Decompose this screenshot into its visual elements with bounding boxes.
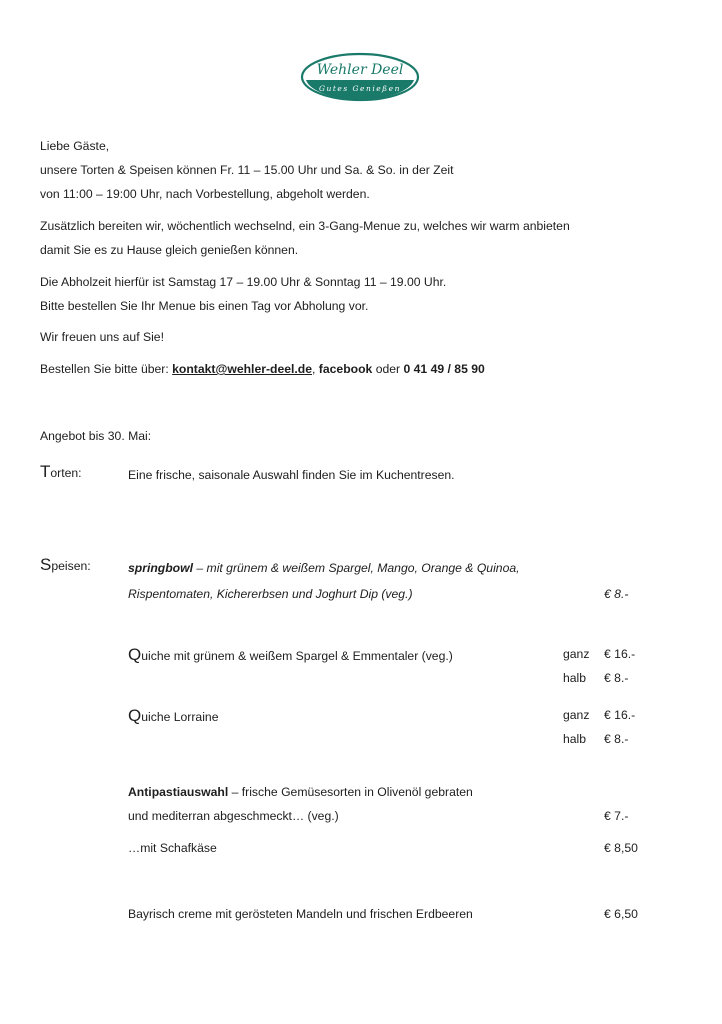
springbowl-name: springbowl xyxy=(128,561,193,575)
quiche-spargel-price-1: € 16.- xyxy=(604,647,636,661)
facebook-link[interactable]: facebook xyxy=(318,362,373,376)
wehler-deel-logo xyxy=(300,52,420,102)
speisen-label xyxy=(40,555,91,575)
quiche-spargel-size-2: halb xyxy=(563,671,587,685)
quiche-lorraine xyxy=(128,706,218,726)
quiche-spargel-price-2: € 8.- xyxy=(604,671,629,685)
quiche-lorraine-size-1: ganz xyxy=(563,708,590,722)
pickup-line-1: Die Abholzeit hierfür ist Samstag 17 – 19.00 Uhr & Sonntag 11 – 19.00 Uhr. xyxy=(40,275,447,289)
quiche-lorraine-price-2: € 8.- xyxy=(604,732,629,746)
torten-label xyxy=(40,462,82,482)
antipasti-line-1 xyxy=(128,785,473,799)
antipasti-extra-price: € 8,50 xyxy=(604,841,638,855)
logo-name: Wehler Deel xyxy=(316,62,404,78)
email-link[interactable]: kontakt@wehler-deel.de xyxy=(172,362,313,376)
quiche-spargel xyxy=(128,645,453,665)
speisen-label-rest: peisen: xyxy=(51,559,91,573)
antipasti-name: Antipastiauswahl xyxy=(128,785,229,799)
dessert-text: Bayrisch creme mit gerösteten Mandeln und frischen Erdbeeren xyxy=(128,907,473,921)
springbowl-desc-2: Rispentomaten, Kichererbsen und Joghurt Dip (veg.) xyxy=(128,587,413,601)
closing-line: Wir freuen uns auf Sie! xyxy=(40,330,164,344)
quiche-lorraine-size-2: halb xyxy=(563,732,587,746)
springbowl-line-1 xyxy=(128,561,520,575)
order-oder: oder xyxy=(372,362,404,376)
order-prefix: Bestellen Sie bitte über: xyxy=(40,362,173,376)
logo-tagline: Gutes Genießen xyxy=(319,84,401,93)
springbowl-price: € 8.- xyxy=(604,587,629,601)
quiche-lorraine-price-1: € 16.- xyxy=(604,708,636,722)
antipasti-price: € 7.- xyxy=(604,809,629,823)
offer-title: Angebot bis 30. Mai: xyxy=(40,429,152,443)
menu-info-line-2: damit Sie es zu Hause gleich genießen können. xyxy=(40,243,299,257)
torten-text: Eine frische, saisonale Auswahl finden Sie im Kuchentresen. xyxy=(128,468,455,482)
intro-line-1: unsere Torten & Speisen können Fr. 11 – 15.00 Uhr und Sa. & So. in der Zeit xyxy=(40,163,454,177)
quiche-spargel-size-1: ganz xyxy=(563,647,590,661)
springbowl-desc-1: – mit grünem & weißem Spargel, Mango, Orange & Quinoa, xyxy=(193,561,520,575)
quiche-spargel-cap: Q xyxy=(128,645,142,664)
greeting: Liebe Gäste, xyxy=(40,139,110,153)
order-sep: , xyxy=(312,362,319,376)
order-line xyxy=(40,362,485,376)
phone-number: 0 41 49 / 85 90 xyxy=(403,362,485,376)
intro-line-2: von 11:00 – 19:00 Uhr, nach Vorbestellung, abgeholt werden. xyxy=(40,187,370,201)
dessert-price: € 6,50 xyxy=(604,907,638,921)
speisen-label-cap: S xyxy=(40,555,52,574)
antipasti-desc-1: – frische Gemüsesorten in Olivenöl gebraten xyxy=(228,785,473,799)
pickup-line-2: Bitte bestellen Sie Ihr Menue bis einen Tag vor Abholung vor. xyxy=(40,299,369,313)
torten-label-cap: T xyxy=(40,462,51,481)
quiche-lorraine-rest: uiche Lorraine xyxy=(141,710,219,724)
antipasti-extra: …mit Schafkäse xyxy=(128,841,217,855)
menu-info-line-1: Zusätzlich bereiten wir, wöchentlich wechselnd, ein 3-Gang-Menue zu, welches wir warm anbieten xyxy=(40,219,570,233)
antipasti-desc-2: und mediterran abgeschmeckt… (veg.) xyxy=(128,809,339,823)
quiche-spargel-rest: uiche mit grünem & weißem Spargel & Emmentaler (veg.) xyxy=(141,649,453,663)
torten-label-rest: orten: xyxy=(50,466,82,480)
quiche-lorraine-cap: Q xyxy=(128,706,142,725)
